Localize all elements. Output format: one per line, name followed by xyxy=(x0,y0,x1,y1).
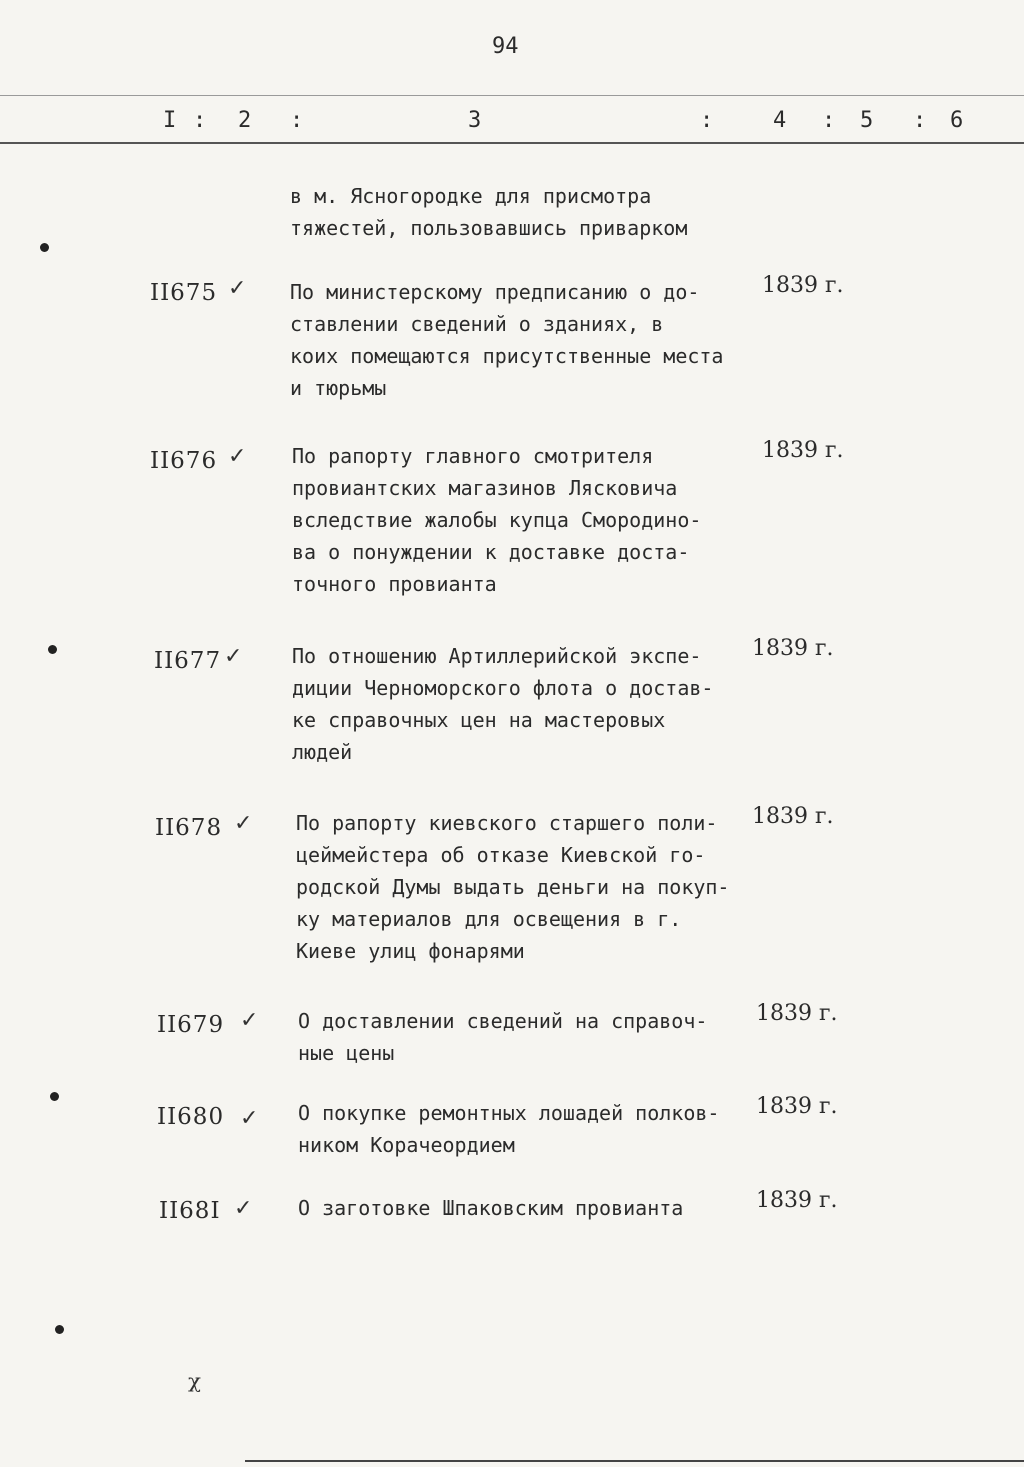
column-header-1: I xyxy=(163,108,177,133)
entry-description: По рапорту киевского старшего поли- цеймейстера об отказе Киевской го- родской Думы выдать деньги на покуп- ку материалов для освещения в г. Киеве улиц фонарями xyxy=(296,811,730,963)
column-header-2: 2 xyxy=(238,108,252,133)
entry-year: 1839 г. xyxy=(762,273,844,298)
entry-year: 1839 г. xyxy=(752,804,834,829)
hole-punch-dot xyxy=(50,1092,59,1101)
hole-punch-dot xyxy=(48,645,57,654)
column-header-6: 6 xyxy=(950,108,964,133)
entry-number: II675 xyxy=(150,280,218,306)
entry-year: 1839 г. xyxy=(756,1094,838,1119)
column-separator: : xyxy=(193,108,207,133)
page-number: 94 xyxy=(492,34,519,59)
entry-year: 1839 г. xyxy=(762,438,844,463)
column-separator: : xyxy=(700,108,714,133)
column-separator: : xyxy=(913,108,927,133)
checkmark-icon: ✓ xyxy=(240,1106,259,1131)
column-header-3: 3 xyxy=(468,108,482,133)
column-header-4: 4 xyxy=(773,108,787,133)
checkmark-icon: ✓ xyxy=(228,444,247,469)
hole-punch-dot xyxy=(55,1325,64,1334)
hole-punch-dot xyxy=(40,243,49,252)
entry-description: По отношению Артиллерийской экспе- диции Черноморского флота о достав- ке справочных цен на мастеровых людей xyxy=(292,644,714,764)
column-separator: : xyxy=(822,108,836,133)
entry-description: По министерскому предписанию о до- ставлении сведений о зданиях, в коих помещаются присутственные места и тюрьмы xyxy=(290,280,724,400)
entry-year: 1839 г. xyxy=(756,1188,838,1213)
entry-description: О заготовке Шпаковским провианта xyxy=(298,1196,684,1220)
checkmark-icon: ✓ xyxy=(234,1196,253,1221)
checkmark-icon: ✓ xyxy=(228,276,247,301)
checkmark-icon: ✓ xyxy=(240,1008,259,1033)
entry-description: По рапорту главного смотрителя провиантских магазинов Лясковича вследствие жалобы купца Смородино- ва о понуждении к доставке доста- точного провианта xyxy=(292,444,702,596)
entry-number: II679 xyxy=(157,1012,225,1038)
header-rule-top xyxy=(0,95,1024,96)
entry-number: II676 xyxy=(150,448,218,474)
bottom-rule xyxy=(245,1460,1024,1462)
entry-number: II678 xyxy=(155,815,223,841)
column-header-5: 5 xyxy=(860,108,874,133)
column-separator: : xyxy=(290,108,304,133)
entry-number: II68I xyxy=(159,1198,221,1224)
entry-number: II677 xyxy=(154,648,222,674)
handwritten-mark: ᵡ xyxy=(188,1368,201,1408)
header-rule-bottom xyxy=(0,142,1024,144)
entry-description: О покупке ремонтных лошадей полков- ником Корачеордием xyxy=(298,1101,720,1157)
entry-year: 1839 г. xyxy=(756,1001,838,1026)
continuation-text: в м. Ясногородке для присмотра тяжестей, пользовавшись приварком xyxy=(290,184,688,240)
checkmark-icon: ✓ xyxy=(224,644,243,669)
entry-year: 1839 г. xyxy=(752,636,834,661)
entry-description: О доставлении сведений на справоч- ные цены xyxy=(298,1009,708,1065)
checkmark-icon: ✓ xyxy=(234,811,253,836)
entry-number: II680 xyxy=(157,1104,225,1130)
